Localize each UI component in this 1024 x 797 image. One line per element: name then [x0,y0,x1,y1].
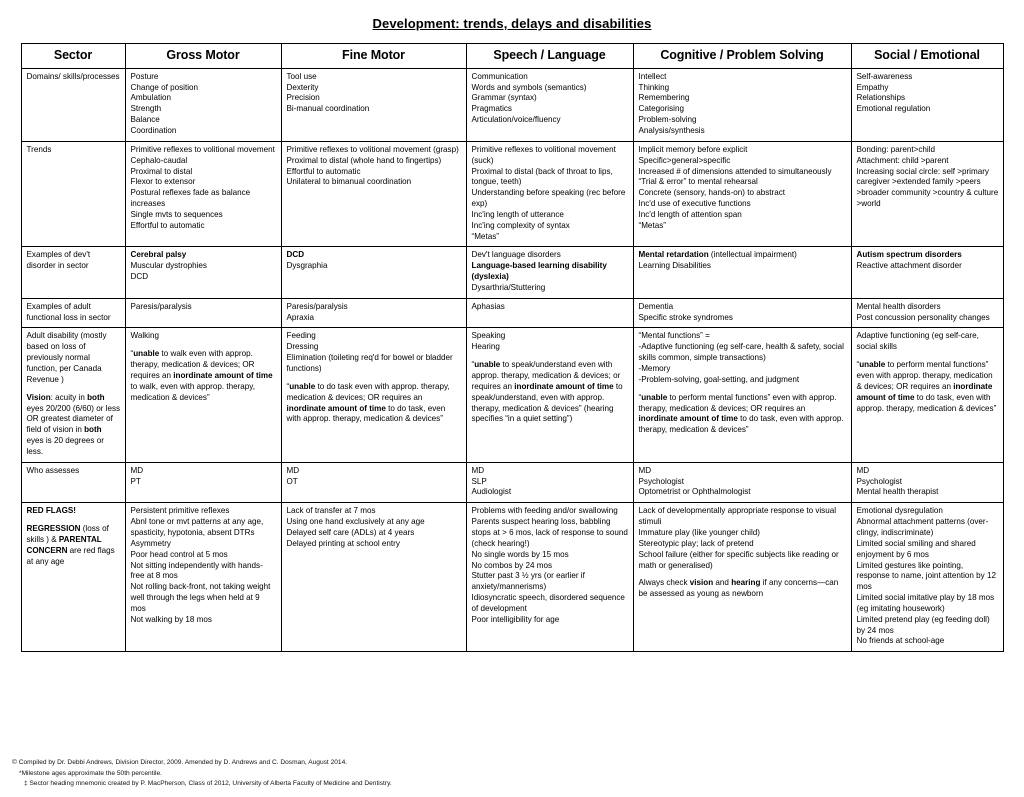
cell-cognitive-problem-solving [633,328,851,462]
cell-content [131,331,277,403]
page-title: Development: trends, delays and disabilities [372,16,652,31]
cell-content [639,506,847,600]
cell-fine-motor [281,328,466,462]
cell-line [472,261,629,283]
cell-line: SLP [471,476,487,486]
cell-content [857,466,999,499]
cell-speech-language [466,462,633,503]
cell-line: Primitive reflexes to volitional movement [130,144,275,154]
cell-speech-language [466,141,633,247]
cell-line: “Metas” [638,220,666,230]
cell-content [287,506,462,549]
cell-content [287,331,462,425]
cell-line: Emotional dysregulation [856,506,943,516]
cell-line: Who assesses [26,465,80,475]
cell-line: Primitive reflexes to volitional movement (suck) [471,144,616,165]
cell-line: Balance [130,115,160,125]
emphasis-text: Language-based learning disability (dyslexia) [471,261,607,282]
paragraph-spacer [639,571,847,578]
paragraph-spacer [27,386,121,393]
cell-line [287,250,462,261]
cell-line: Stereotypic play; lack of pretend [638,538,754,548]
cell-line: Relationships [856,93,906,103]
row-label-text [27,145,121,156]
cell-line: PT [130,476,141,486]
cell-line: Words and symbols (semantics) [471,82,587,92]
cell-line: Thinking [638,82,670,92]
cell-social-emotional [851,298,1003,328]
footnote-copyright: © Compiled by Dr. Debbi Andrews, Division Director, 2009. Amended by D. Andrews and C. Dosman, August 2014. [12,759,348,767]
cell-line: Pragmatics [471,104,512,114]
cell-cognitive-problem-solving [633,141,851,247]
cell-content [287,302,462,324]
emphasis-text: inordinate amount of time [514,381,614,391]
cell-line: Asymmetry [130,538,171,548]
cell-line: Optometrist or Ophthalmologist [638,487,751,497]
cell-line: Lack of developmentally appropriate response to visual stimuli [638,506,837,527]
cell-line: -Problem-solving, goal-setting, and judgment [638,374,800,384]
cell-line: Proximal to distal (back of throat to lips, tongue, teeth) [471,166,613,187]
cell-line: Categorising [638,104,684,114]
cell-line: Limited social imitative play by 18 mos (eg imitating housework) [856,593,995,613]
row-label-text [27,331,121,457]
cell-line: Problem-solving [638,115,697,125]
emphasis-text: Autism spectrum disorders [856,250,962,260]
cell-line: Not walking by 18 mos [130,614,212,624]
cell-line: Trends [26,144,52,154]
cell-social-emotional [851,141,1003,247]
cell-line: Using one hand exclusively at any age [286,517,425,527]
cell-line: MD [638,465,652,475]
emphasis-text: DCD [286,250,305,260]
cell-line: Reactive attachment disorder [856,261,962,271]
column-header-fine-motor: Fine Motor [281,44,466,69]
cell-line: Domains/ skills/processes [26,71,120,81]
cell-line: Parents suspect hearing loss, babbling stops at > 6 mos, lack of response to sound (check hearing!) [471,517,628,548]
cell-line: Bi-manual coordination [286,104,370,114]
cell-content [131,466,277,488]
cell-line: Mental health therapist [856,487,939,497]
row-label-text [27,302,121,324]
cell-line: Communication [471,71,528,81]
cell-line: Delayed self care (ADLs) at 4 years [286,527,415,537]
cell-cognitive-problem-solving [633,462,851,503]
cell-line: Specific stroke syndromes [638,312,733,322]
cell-line: DCD [130,272,149,282]
cell-content [857,145,999,210]
cell-line: Problems with feeding and/or swallowing [471,506,618,516]
cell-gross-motor [125,298,281,328]
cell-gross-motor [125,462,281,503]
cell-line: “Mental functions” = [638,331,710,341]
cell-speech-language [466,328,633,462]
row-label-cell [21,328,125,462]
row-label-text [27,250,121,272]
cell-gross-motor [125,68,281,141]
column-header-gross-motor: Gross Motor [125,44,281,69]
cell-line: Intellect [638,71,667,81]
cell-line: Primitive reflexes to volitional movement (grasp) [286,144,459,154]
cell-line: Effortful to automatic [130,220,205,230]
emphasis-text: Mental retardation [638,250,709,260]
cell-line: Strength [130,104,162,114]
cell-line: Stutter past 3 ½ yrs (or earlier if anxiety/mannerisms) [471,571,585,592]
cell-line: Grammar (syntax) [471,93,537,103]
cell-line: Limited social smiling and shared enjoyment by 6 mos [856,538,976,559]
cell-speech-language [466,298,633,328]
cell-line: OT [286,476,298,486]
cell-line: Abnormal attachment patterns (over-clingy, indiscriminate) [856,517,989,537]
cell-line: Psychologist [638,476,684,486]
cell-line: Paresis/paralysis [286,301,348,311]
paragraph-spacer [287,375,462,382]
cell-speech-language [466,503,633,652]
row-label-cell [21,298,125,328]
cell-line: Precision [286,93,320,103]
cell-line: Dressing [286,342,319,352]
emphasis-text: vision [689,578,714,588]
paragraph-spacer [857,353,999,360]
footnote-mnemonic: ‡ Sector heading mnemonic created by P. MacPherson, Class of 2012, University of Alberta Faculty of Medicine and Dentistry. [24,779,392,787]
emphasis-text: unable [289,381,316,391]
table-row [21,328,1003,462]
cell-line: No single words by 15 mos [471,549,569,559]
emphasis-text: unable [641,392,668,402]
cell-line: Dev't language disorders [471,250,561,260]
table-row [21,68,1003,141]
row-label-text [27,506,121,567]
cell-content [131,250,277,283]
table-body [21,68,1003,652]
cell-line: MD [471,465,485,475]
cell-line: Feeding [286,331,316,341]
cell-line: Learning Disabilities [638,261,711,271]
cell-fine-motor [281,503,466,652]
cell-line: Increased # of dimensions attended to simultaneously [638,166,832,176]
cell-line [131,250,277,261]
cell-content [857,331,999,414]
cell-line: Ambulation [130,93,171,103]
cell-line: Inc'd length of attention span [638,209,742,219]
cell-line: Not sitting independently with hands-free at 8 mos [130,560,263,581]
cell-fine-motor [281,298,466,328]
footnotes [12,758,392,789]
emphasis-text: REGRESSION [26,524,81,534]
cell-social-emotional [851,503,1003,652]
cell-line: Dysgraphia [286,261,328,271]
cell-line: Analysis/synthesis [638,125,705,135]
cell-line: Walking [130,331,159,341]
cell-line: “unable to speak/understand even with approp. therapy, medication & devices; or requires an inordinate amount of time to speak/understand, even with approp. therapy, medication & devices” (hearing specifies “in a quiet setting”) [471,360,623,424]
cell-line: Inc'd use of executive functions [638,199,751,209]
cell-content [857,506,999,647]
cell-line: Increasing social circle: self >primary caregiver >extended family >peers >broader community >country & culture >world [856,166,999,209]
cell-content [131,506,277,625]
cell-line: Examples of dev't disorder in sector [26,250,91,271]
emphasis-text: unable [133,349,160,359]
cell-line: Adult disability (mostly based on loss of previously normal function, per Canada Revenue ) [26,331,107,384]
cell-line: Examples of adult functional loss in sector [26,301,111,322]
cell-content [131,302,277,313]
cell-line [857,250,999,261]
cell-line: Abnl tone or mvt patterns at any age, spasticity, hypotonia, absent DTRs [130,517,264,537]
cell-line: Remembering [638,93,690,103]
cell-line [27,506,121,517]
cell-line: Mental retardation (intellectual impairment) [638,250,797,260]
column-header-social-emotional: Social / Emotional [851,44,1003,69]
cell-line: Dysarthria/Stuttering [471,282,546,292]
emphasis-text: unable [859,360,886,370]
table-row [21,141,1003,247]
emphasis-text: both [87,392,105,402]
emphasis-text: PARENTAL CONCERN [26,534,102,555]
cell-content [472,506,629,625]
cell-content [639,145,847,232]
cell-line: Elimination (toileting req'd for bowel or bladder functions) [286,353,453,373]
cell-line: Effortful to automatic [286,166,361,176]
development-matrix-table [21,43,1004,652]
emphasis-text: inordinate amount of time [286,403,386,413]
cell-content [472,145,629,243]
cell-line: Lack of transfer at 7 mos [286,506,376,516]
cell-content [639,466,847,499]
cell-line: Posture [130,71,159,81]
emphasis-text: hearing [731,578,761,588]
cell-line: Hearing [471,342,500,352]
cell-content [472,331,629,425]
cell-line: Speaking [471,331,506,341]
cell-content [857,302,999,324]
row-label-cell [21,141,125,247]
table-row [21,298,1003,328]
cell-content [639,250,847,272]
cell-line: “unable to walk even with approp. therapy, medication & devices; OR requires an inordinate amount of time to walk, even with approp. therapy, medication & devices” [130,349,273,402]
paragraph-spacer [131,342,277,349]
cell-line: Unilateral to bimanual coordination [286,177,412,187]
cell-content [287,466,462,488]
cell-line: “Metas” [471,231,499,241]
cell-gross-motor [125,328,281,462]
cell-line: MD [130,465,144,475]
cell-line: No friends at school-age [856,636,945,646]
cell-line: MD [856,465,870,475]
column-header-cognitive-problem-solving: Cognitive / Problem Solving [633,44,851,69]
cell-line: Inc'ing length of utterance [471,209,564,219]
cell-line: Persistent primitive reflexes [130,506,230,516]
cell-content [639,302,847,324]
row-label-text [27,466,121,477]
row-label-cell [21,68,125,141]
row-label-text [27,72,121,83]
cell-line: Flexor to extensor [130,177,196,187]
cell-fine-motor [281,68,466,141]
document-page [0,16,1024,797]
cell-line: “unable to do task even with approp. therapy, medication & devices; OR requires an inordinate amount of time to do task, even with approp. therapy, medication & devices” [286,381,450,424]
cell-line: Post concussion personality changes [856,312,990,322]
cell-line: Audiologist [471,487,512,497]
cell-line: Coordination [130,125,177,135]
emphasis-text: unable [474,360,501,370]
row-label-cell [21,503,125,652]
emphasis-text: inordinate amount of time [638,414,738,424]
cell-line: “Trial & error” to mental rehearsal [638,177,758,187]
cell-content [857,250,999,272]
cell-content [639,331,847,436]
emphasis-text: Vision [26,392,51,402]
cell-content [639,72,847,137]
cell-content [472,72,629,126]
cell-content [472,250,629,293]
cell-line: School failure (either for specific subjects like reading or math or generalised) [638,549,839,570]
cell-line: Attachment: child >parent [856,155,949,165]
cell-line: Psychologist [856,476,902,486]
cell-line: No combos by 24 mos [471,560,553,570]
emphasis-text: inordinate amount of time [173,371,273,380]
cell-line: Paresis/paralysis [130,301,192,311]
cell-social-emotional [851,68,1003,141]
cell-line: Specific>general>specific [638,155,731,165]
cell-speech-language [466,68,633,141]
cell-line: Change of position [130,82,198,92]
cell-gross-motor [125,247,281,298]
cell-line: Understanding before speaking (rec before exp) [471,188,626,209]
cell-line: Cephalo-caudal [130,155,188,165]
cell-line: Self-awareness [856,71,913,81]
cell-line: REGRESSION (loss of skills ) & PARENTAL CONCERN are red flags at any age [26,524,115,566]
cell-line: Poor intelligibility for age [471,614,560,624]
cell-line: Aphasias [471,301,505,311]
cell-gross-motor [125,503,281,652]
cell-line: Bonding: parent>child [856,144,936,154]
paragraph-spacer [472,353,629,360]
emphasis-text: RED FLAGS! [26,506,76,516]
header-row [21,44,1003,69]
table-row [21,503,1003,652]
cell-line: MD [286,465,300,475]
cell-social-emotional [851,247,1003,298]
cell-cognitive-problem-solving [633,247,851,298]
cell-line: Proximal to distal (whole hand to fingertips) [286,155,442,165]
cell-content [287,72,462,115]
cell-social-emotional [851,462,1003,503]
cell-fine-motor [281,462,466,503]
cell-line: Single mvts to sequences [130,209,223,219]
cell-cognitive-problem-solving [633,503,851,652]
cell-fine-motor [281,141,466,247]
cell-content [287,145,462,188]
cell-content [131,72,277,137]
cell-line: “unable to perform mental functions” even with approp. therapy, medication & devices; OR requires an inordinate amount of time to do task, even with approp. therapy, medication & devices” [638,392,844,435]
table-row [21,247,1003,298]
table-row [21,462,1003,503]
cell-line: Concrete (sensory, hands-on) to abstract [638,188,786,198]
cell-line: Inc'ing complexity of syntax [471,220,570,230]
cell-line: Delayed printing at school entry [286,538,400,548]
cell-line: Proximal to distal [130,166,193,176]
cell-line: Postural reflexes fade as balance increases [130,188,251,209]
table-header [21,44,1003,69]
cell-line: Adaptive functioning (eg self-care, social skills [856,331,979,352]
cell-line: Not rolling back-front, not taking weight well through the legs when held at 9 mos [130,582,271,613]
column-header-sector: Sector [21,44,125,69]
cell-line: “unable to perform mental functions” even with approp. therapy, medication & devices; OR requires an inordinate amount of time to do task, even with approp. therapy, medication & devices” [856,360,997,413]
cell-line: Dexterity [286,82,319,92]
cell-line: Muscular dystrophies [130,261,207,271]
cell-line: Mental health disorders [856,301,941,311]
cell-line: Articulation/voice/fluency [471,115,561,125]
cell-content [472,302,629,313]
cell-line: Emotional regulation [856,104,931,114]
emphasis-text: both [84,425,102,435]
cell-line: Dementia [638,301,674,311]
cell-line: Limited gestures like pointing, response to name, joint attention by 12 mos [856,560,996,592]
cell-line: Vision: acuity in both eyes 20/200 (6/60) or less OR greatest diameter of field of vision in both eyes is 20 degrees or less. [26,392,121,456]
row-label-cell [21,247,125,298]
cell-line: Immature play (like younger child) [638,527,760,537]
cell-line: -Adaptive functioning (eg self-care, health & safety, social skills common, simple transactions) [638,342,844,363]
cell-content [131,145,277,232]
cell-speech-language [466,247,633,298]
cell-content [857,72,999,115]
cell-content [472,466,629,499]
cell-line: Apraxia [286,312,314,322]
cell-line: Idiosyncratic speech, disordered sequence of development [471,593,625,613]
row-label-cell [21,462,125,503]
cell-line: Always check vision and hearing if any concerns—can be assessed as young as newborn [638,578,839,599]
cell-cognitive-problem-solving [633,298,851,328]
cell-line: -Memory [638,364,671,373]
cell-content [287,250,462,272]
cell-gross-motor [125,141,281,247]
cell-social-emotional [851,328,1003,462]
emphasis-text: Cerebral palsy [130,250,187,260]
cell-line: Poor head control at 5 mos [130,549,228,559]
paragraph-spacer [27,517,121,524]
cell-line: Limited pretend play (eg feeding doll) by 24 mos [856,614,990,635]
emphasis-text: inordinate amount of time [856,381,993,402]
paragraph-spacer [639,386,847,393]
column-header-speech-language: Speech / Language [466,44,633,69]
cell-line: Tool use [286,71,317,81]
footnote-milestone: *Milestone ages approximate the 50th percentile. [19,769,162,777]
cell-line: Empathy [856,82,889,92]
cell-cognitive-problem-solving [633,68,851,141]
cell-fine-motor [281,247,466,298]
cell-line: Implicit memory before explicit [638,144,748,154]
